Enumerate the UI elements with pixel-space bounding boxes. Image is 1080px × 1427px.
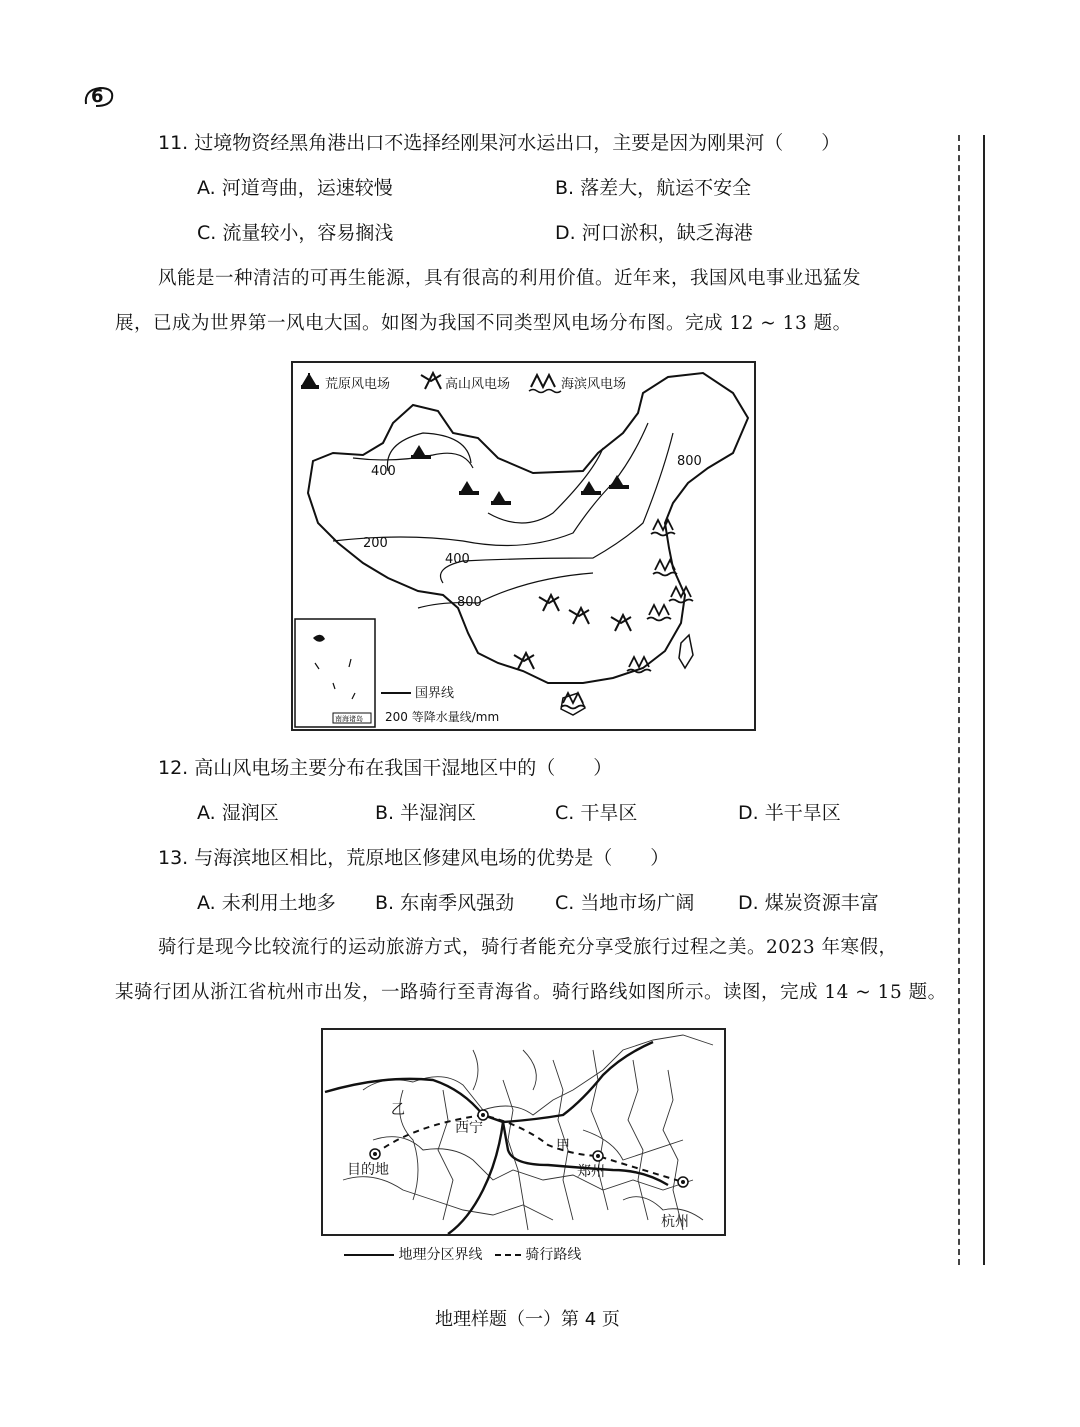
q11-option-c[interactable]: C. 流量较小，容易搁浅	[197, 222, 394, 244]
province-boundaries	[343, 1035, 713, 1230]
wind-farm-map	[291, 361, 756, 731]
page-number-badge	[82, 84, 116, 110]
mountain-farm-marker	[514, 653, 534, 669]
legend-route-label: 骑行路线	[525, 1247, 582, 1263]
hangzhou-marker	[678, 1177, 688, 1187]
legend-mountain-icon	[421, 373, 441, 389]
label-zhengzhou: 郑州	[577, 1164, 605, 1180]
desert-farm-marker	[491, 491, 511, 505]
cycling-intro-line1: 骑行是现今比较流行的运动旅游方式，骑行者能充分享受旅行过程之美。2023 年寒假，	[158, 937, 898, 958]
mountain-farm-marker	[611, 615, 631, 631]
page-badge-number: 6	[91, 86, 104, 107]
q13-option-d[interactable]: D. 煤炭资源丰富	[738, 892, 879, 914]
mountain-farm-markers	[514, 595, 631, 669]
desert-farm-marker	[581, 481, 601, 495]
division-boundaries	[325, 1042, 668, 1234]
legend-mountain-label: 高山风电场	[445, 377, 511, 392]
margin-solid-line	[983, 135, 985, 1265]
label-yi: 乙	[391, 1102, 405, 1118]
label-hangzhou: 杭州	[661, 1214, 689, 1230]
q13-option-c[interactable]: C. 当地市场广阔	[555, 892, 695, 914]
wind-intro-line2: 展，已成为世界第一风电大国。如图为我国不同类型风电场分布图。完成 12 ~ 13 题。	[115, 313, 852, 334]
desert-farm-marker	[459, 481, 479, 495]
destination-marker	[370, 1149, 380, 1159]
page-footer: 地理样题（一）第 4 页	[435, 1309, 620, 1330]
q13-option-a[interactable]: A. 未利用土地多	[197, 892, 336, 914]
legend-coastal-icon	[529, 375, 561, 393]
q12-stem: 12. 高山风电场主要分布在我国干湿地区中的（ ）	[158, 757, 613, 779]
coastal-farm-marker	[669, 587, 693, 603]
label-xining: 西宁	[455, 1120, 483, 1136]
route-map-graphic	[323, 1030, 724, 1234]
q12-option-d[interactable]: D. 半干旱区	[738, 802, 841, 824]
legend-border-label: 国界线	[415, 686, 455, 701]
legend-boundary-line	[344, 1254, 394, 1256]
label-jia: 甲	[556, 1138, 570, 1154]
cycling-route-map	[321, 1028, 726, 1236]
legend-coastal-label: 海滨风电场	[561, 377, 627, 392]
mountain-farm-marker	[569, 608, 589, 624]
q11-stem: 11. 过境物资经黑角港出口不选择经刚果河水运出口，主要是因为刚果河（ ）	[158, 132, 841, 154]
label-destination: 目的地	[347, 1162, 389, 1178]
desert-farm-marker	[411, 445, 431, 459]
desert-farm-marker	[609, 475, 629, 489]
q11-option-d[interactable]: D. 河口淤积，缺乏海港	[555, 222, 753, 244]
wind-intro-line1: 风能是一种清洁的可再生能源，具有很高的利用价值。近年来，我国风电事业迅猛发	[158, 268, 862, 289]
q12-option-b[interactable]: B. 半湿润区	[375, 802, 477, 824]
q13-stem: 13. 与海滨地区相比，荒原地区修建风电场的优势是（ ）	[158, 847, 670, 869]
isohyet-800-ne: 800	[677, 454, 702, 469]
coastal-farm-marker	[647, 605, 671, 621]
inset-label: 南海诸岛	[335, 715, 363, 723]
q13-option-b[interactable]: B. 东南季风强劲	[375, 892, 515, 914]
mountain-farm-marker	[539, 595, 559, 611]
q11-option-a[interactable]: A. 河道弯曲，运速较慢	[197, 177, 393, 199]
isohyet-200: 200	[363, 536, 388, 551]
isohyet-400-mid: 400	[445, 552, 470, 567]
legend-boundary-label: 地理分区界线	[398, 1247, 483, 1263]
isohyet-800-mid: 800	[457, 595, 482, 610]
inset-box	[295, 619, 375, 727]
legend-desert-icon	[301, 373, 319, 389]
coastal-farm-marker	[651, 520, 675, 536]
china-outline-map	[293, 363, 754, 729]
xining-marker	[478, 1110, 488, 1120]
legend-route-line	[495, 1254, 521, 1256]
coastal-farm-marker	[653, 560, 677, 576]
margin-dashed-line	[958, 135, 960, 1265]
q12-option-a[interactable]: A. 湿润区	[197, 802, 279, 824]
route-map-legend	[344, 1244, 581, 1264]
q12-option-c[interactable]: C. 干旱区	[555, 802, 638, 824]
legend-isohyet-label: 200 等降水量线/mm	[385, 710, 500, 724]
cycling-intro-line2: 某骑行团从浙江省杭州市出发，一路骑行至青海省。骑行路线如图所示。读图，完成 14 ~ 15 题。	[115, 982, 947, 1003]
zhengzhou-marker	[593, 1151, 603, 1161]
q11-option-b[interactable]: B. 落差大，航运不安全	[555, 177, 752, 199]
isohyet-400-west: 400	[371, 464, 396, 479]
legend-desert-label: 荒原风电场	[325, 377, 391, 392]
